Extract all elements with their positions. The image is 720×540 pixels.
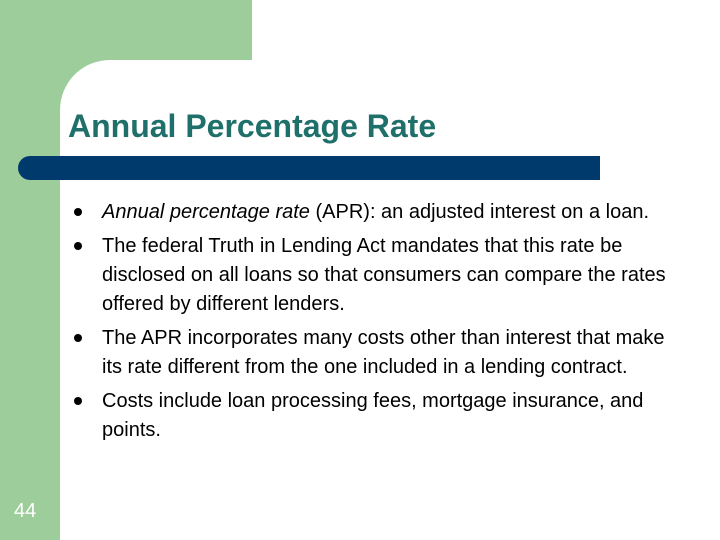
bullet-dot-icon [74,208,82,216]
bullet-dot-icon [74,397,82,405]
left-green-band [0,0,60,540]
bullet-list [70,198,670,450]
bullet-text: Costs include loan processing fees, mortgage insurance, and points. [102,390,644,441]
top-green-band [0,0,252,60]
bullet-dot-icon [74,242,82,250]
title-underline-bar [18,156,600,180]
bullet-item [70,324,670,382]
bullet-item [70,387,670,445]
bullet-italic-term: Annual percentage rate [102,201,310,223]
bullet-text: The federal Truth in Lending Act mandates that this rate be disclosed on all loans so that consumers can compare the rates offered by different lenders. [102,235,666,315]
bullet-text: The APR incorporates many costs other than interest that make its rate different from the one included in a lending contract. [102,327,665,378]
bullet-text: (APR): an adjusted interest on a loan. [309,201,650,223]
page-number: 44 [14,500,37,522]
bullet-item [70,232,670,319]
bullet-item [70,198,670,227]
slide-title: Annual Percentage Rate [68,108,437,144]
bullet-dot-icon [74,334,82,342]
